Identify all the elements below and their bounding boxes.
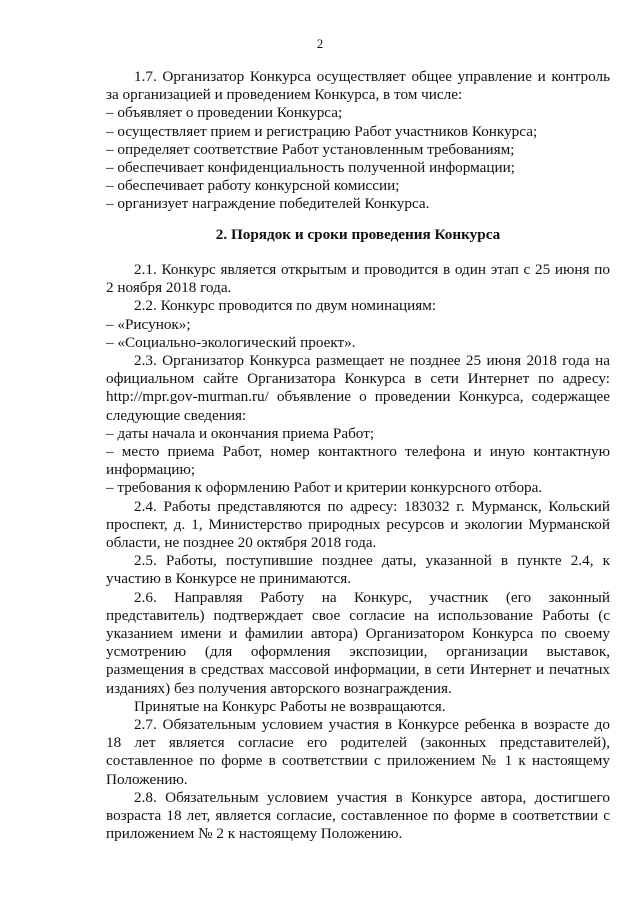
- list-item: – организует награждение победителей Конкурса.: [106, 195, 430, 213]
- list-item: – даты начала и окончания приема Работ;: [106, 424, 375, 442]
- list-item: – «Рисунок»;: [106, 315, 191, 333]
- paragraph-2-1: 2.1. Конкурс является открытым и проводится в один этап с 25 июня по 2 ноября 2018 года.: [106, 261, 610, 297]
- paragraph-1-7: 1.7. Организатор Конкурса осуществляет общее управление и контроль за организацией и проведением Конкурса, в том числе:: [106, 68, 610, 104]
- list-item: – обеспечивает конфиденциальность полученной информации;: [106, 159, 515, 177]
- paragraph-2-7: 2.7. Обязательным условием участия в Конкурсе ребенка в возрасте до 18 лет является согласие его родителей (законных представителей), составленное по форме в соответствии с приложением № 1 к настоящему Положению.: [106, 716, 610, 788]
- list-item: – место приема Работ, номер контактного телефона и иную контактную информацию;: [106, 443, 610, 479]
- list-item: – осуществляет прием и регистрацию Работ участников Конкурса;: [106, 122, 538, 140]
- paragraph-2-5: 2.5. Работы, поступившие позднее даты, указанной в пункте 2.4, к участию в Конкурсе не принимаются.: [106, 552, 610, 588]
- paragraph-2-3: 2.3. Организатор Конкурса размещает не позднее 25 июня 2018 года на официальном сайте Организатора Конкурса в сети Интернет по адресу: http://mpr.gov-murman.ru/ объявление о проведении Конкурса, содержащее следующие сведения:: [106, 352, 610, 424]
- list-item: – объявляет о проведении Конкурса;: [106, 104, 343, 122]
- list-item: – «Социально-экологический проект».: [106, 333, 356, 351]
- paragraph-2-6: 2.6. Направляя Работу на Конкурс, участник (его законный представитель) подтверждает свое согласие на использование Работы (с указанием имени и фамилии автора) Организатором Конкурса по своему усмотрению (для оформления экспозиции, организации выставок, размещения в средствах массовой информации, в сети Интернет и печатных изданиях) без получения авторского вознаграждения.: [106, 588, 610, 697]
- paragraph-2-4: 2.4. Работы представляются по адресу: 183032 г. Мурманск, Кольский проспект, д. 1, Министерство природных ресурсов и экологии Мурманской области, не позднее 20 октября 2018 года.: [106, 497, 610, 552]
- paragraph-2-2: 2.2. Конкурс проводится по двум номинациям:: [134, 297, 437, 315]
- page-number: 2: [316, 36, 324, 51]
- section-heading: 2. Порядок и сроки проведения Конкурса: [215, 226, 501, 243]
- section-2-body: [106, 261, 610, 844]
- section-1-7: [106, 68, 610, 214]
- paragraph-2-8: 2.8. Обязательным условием участия в Конкурсе автора, достигшего возраста 18 лет, является согласие, составленное по форме в соответствии с приложением № 2 к настоящему Положению.: [106, 788, 610, 843]
- paragraph-returned: Принятые на Конкурс Работы не возвращаются.: [134, 697, 446, 715]
- list-item: – требования к оформлению Работ и критерии конкурсного отбора.: [106, 479, 543, 497]
- list-item: – определяет соответствие Работ установленным требованиям;: [106, 140, 515, 158]
- list-item: – обеспечивает работу конкурсной комиссии;: [106, 177, 400, 195]
